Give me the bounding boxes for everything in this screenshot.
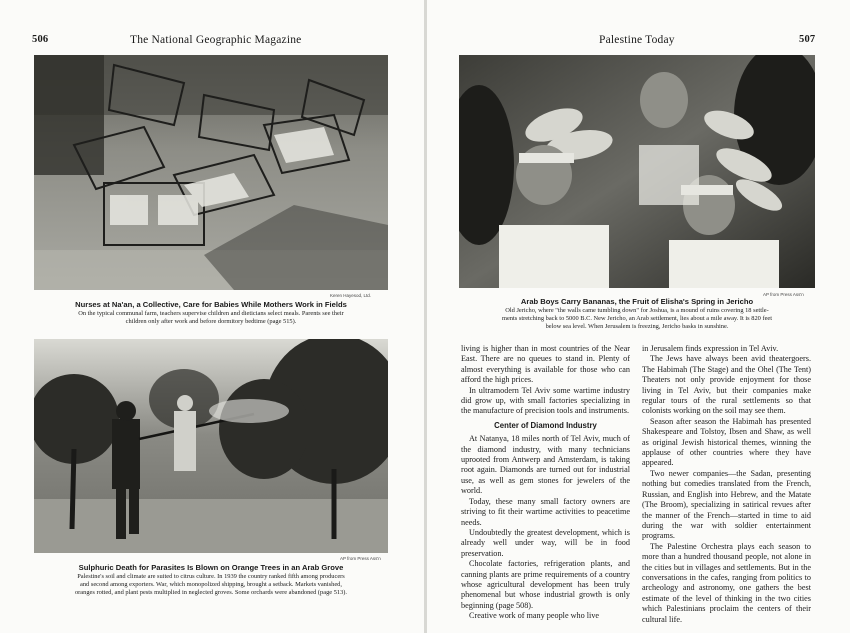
- paragraph: Chocolate factories, refrigeration plants, and canning plants are prime requirements of a country whose agricultural development has been truly phenomenal but whose industrial growth is only beginning (page 508).: [461, 559, 630, 610]
- article-column-2: [642, 344, 811, 625]
- caption-text-grove: Palestine's soil and climate are suited to citrus culture. In 1939 the country ranked fifth among producers and second among exporters. War, which monopolized shipping, brought a setback. Markets vanished, oranges rotted, and plant pests multiplied in neglected groves. Some orchards were abandoned (page 513).: [74, 573, 348, 596]
- running-head-right: Palestine Today: [599, 34, 675, 46]
- paragraph: The Jews have always been avid theatergoers. The Habimah (The Stage) and the Ohel (The Tent) Theaters not only provide enjoyment for those living in Tel Aviv, but their companies make regular tours of the rural settlements so that colonists working on the soil may see them.: [642, 354, 811, 416]
- paragraph: Today, these many small factory owners are striving to fit their wartime activities to peacetime needs.: [461, 496, 630, 527]
- paragraph: Undoubtedly the greatest development, which is already well under way, will be in food preservation.: [461, 527, 630, 558]
- photo-orange-grove: [34, 339, 388, 553]
- photo-nursery-cribs: [34, 55, 388, 290]
- paragraph: Creative work of many people who live: [469, 611, 600, 621]
- page-number-left: 506: [32, 34, 49, 45]
- paragraph: in Jerusalem finds expression in Tel Aviv.: [642, 344, 779, 353]
- caption-text-bananas: Old Jericho, where "the walls came tumbling down" for Joshua, is a mound of ruins covering 18 settle- ments stretching back to 5000 B.C. New Jericho, an Arab settlement, lies about a mile away. It is 820 feet below sea level. When Jerusalem is freezing, Jericho basks in sunshine.: [501, 307, 773, 330]
- photo-credit-grove: AP from Press Ass'n: [340, 556, 381, 561]
- paragraph: Season after season the Habimah has presented Shakespeare and Tolstoy, Ibsen and Shaw, as well as original Jewish historical themes, winning the applause of other countries where they have appeared.: [642, 416, 811, 468]
- right-page: [427, 0, 850, 633]
- caption-text-nursery: On the typical communal farm, teachers supervise children and dieticians select meals. Parents see their children only after work and before dormitory bedtime (page 515).: [78, 310, 344, 325]
- photo-banana-boys: [459, 55, 815, 288]
- photo-credit-nursery: Keren Hayesod, Ltd.: [330, 293, 372, 298]
- running-head-left: The National Geographic Magazine: [130, 34, 302, 46]
- caption-title-bananas: Arab Boys Carry Bananas, the Fruit of Elisha's Spring in Jericho: [520, 297, 754, 306]
- page-number-right: 507: [799, 34, 816, 45]
- left-page: [0, 0, 424, 633]
- photo-credit-bananas: AP from Press Ass'n: [763, 292, 804, 297]
- paragraph: At Natanya, 18 miles north of Tel Aviv, much of the diamond industry, with many technicians uprooted from Antwerp and Amsterdam, is taking root again. Diamonds are turned out for industrial use, as well as gem stones for jewelers of the world.: [461, 434, 630, 496]
- article-column-1: [461, 344, 630, 622]
- paragraph: Two newer companies—the Sadan, presenting nothing but comedies translated from the French, Russian, and English into Hebrew, and the Matate (The Broom), specializing in satirical revues after the manner of the French—started in time to aid during the war with soldier entertainment programs.: [642, 468, 811, 541]
- caption-title-grove: Sulphuric Death for Parasites Is Blown on Orange Trees in an Arab Grove: [78, 563, 344, 572]
- paragraph: In ultramodern Tel Aviv some wartime industry did grow up, with small factories specializing in the manufacture of precision tools and instruments.: [461, 385, 630, 416]
- paragraph: living is higher than in most countries of the Near East. There are no queues to stand in. Plenty of almost everything is available for those who can afford the high prices.: [461, 344, 630, 385]
- caption-title-nursery: Nurses at Na'an, a Collective, Care for Babies While Mothers Work in Fields: [75, 300, 347, 309]
- paragraph: The Palestine Orchestra plays each season to more than a hundred thousand people, not alone in the cities but in villages and settlements. But in the conversations in the cafes, ranging from politics to archeology and astronomy, one gathers the best estimate of the level of thinking in the two cities which Palestinians proclaim the centers of their cultural life.: [642, 541, 811, 624]
- section-heading: Center of Diamond Industry: [494, 420, 597, 430]
